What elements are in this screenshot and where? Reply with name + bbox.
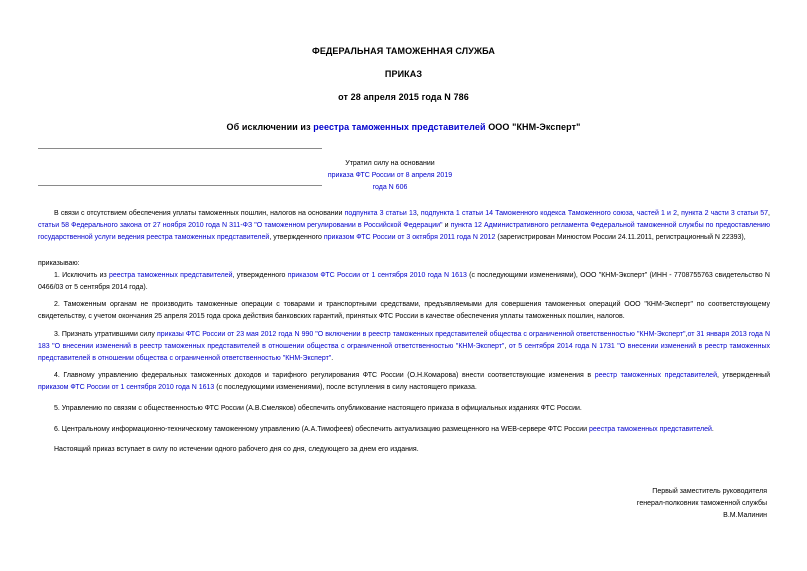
item-6 (38, 424, 770, 436)
registry-link[interactable]: реестр таможенных представителей (594, 372, 717, 379)
text: , (685, 331, 688, 338)
text: (с последующими изменениями), ООО "КНМ-Эксперт" (ИНН - 7708755763 свидетельство N 0466/03 от 5 сентября 2014 года). (38, 272, 770, 291)
item-4 (38, 370, 770, 394)
order-link[interactable]: приказом ФТС России от 1 сентября 2010 года N 1613 (38, 384, 215, 391)
divider-top (38, 148, 322, 149)
order-link[interactable]: от 31 января 2013 года N 183 "О внесении изменений в реестр таможенных представителей в отношении общества с ограниченной ответственностью "КНМ-Эксперт" (38, 331, 771, 350)
title-prefix: Об исключении из (226, 122, 314, 132)
law-link[interactable]: подпункта 3 статьи 13 (344, 210, 417, 217)
registry-title-link[interactable]: реестра таможенных представителей (313, 122, 486, 132)
law-link[interactable]: частей 1 и 2 (636, 210, 678, 217)
order-link[interactable]: приказы ФТС России от 23 мая 2012 года N 990 "О включении в реестр таможенных представителей общества с ограниченной ответственностью "КНМ-Эксперт" (156, 331, 686, 338)
order-link[interactable]: приказом ФТС России от 1 сентября 2010 года N 1613 (287, 272, 467, 279)
agency-name: ФЕДЕРАЛЬНАЯ ТАМОЖЕННАЯ СЛУЖБА (312, 46, 495, 56)
text: (зарегистрирован Минюстом России 24.11.2011, регистрационный N 22393), (495, 234, 746, 241)
repeal-order-link[interactable]: приказа ФТС России от 8 апреля 2019 года N 606 (327, 172, 453, 191)
document-type: ПРИКАЗ (384, 69, 423, 79)
text: и (442, 222, 451, 229)
text: (с последующими изменениями), после вступления в силу настоящего приказа. (214, 384, 477, 391)
signer-position: Первый заместитель руководителя (652, 488, 767, 495)
item-3 (38, 329, 770, 365)
law-link[interactable]: статьи 58 Федерального закона от 27 ноября 2010 года N 311-ФЗ "О таможенном регулировании в Российской Федерации" (38, 222, 443, 229)
text: , (416, 210, 421, 217)
status-line: Утратил силу на основании (345, 160, 435, 167)
text: В связи с отсутствием обеспечения уплаты таможенных пошлин, налогов на основании (54, 210, 345, 217)
law-link[interactable]: пункта 12 Административного регламента Федеральной таможенной службы по предоставлению государственной услуги ведения реестра таможенных представителей (38, 222, 770, 241)
title-suffix: ООО "КНМ-Эксперт" (485, 122, 581, 132)
text: 3. Признать утратившими силу (54, 331, 157, 338)
signer-name: В.М.Малинин (723, 512, 767, 519)
text: , утвержденного (232, 272, 288, 279)
signer-rank: генерал-полковник таможенной службы (636, 500, 767, 507)
preamble-paragraph (38, 208, 770, 244)
item-2: 2. Таможенным органам не производить таможенные операции с товарами и транспортными средствами, предъявляемыми для совершения таможенных операций ООО "КНМ-Эксперт" по соответствующему свидетельству, с учетом окончания 25 апреля 2015 года срока действия банковских гарантий, принятых ФТС России в качестве обеспечения уплаты таможенных пошлин, налогов. (38, 301, 770, 320)
item-1 (38, 270, 770, 294)
text: 4. Главному управлению федеральных таможенных доходов и тарифного регулирования ФТС России (О.Н.Комарова) внести соответствующие изменения в (54, 372, 595, 379)
item-5: 5. Управлению по связям с общественностью ФТС России (А.В.Смеляков) обеспечить опубликование настоящего приказа в официальных изданиях ФТС России. (54, 405, 582, 412)
divider-bottom (38, 185, 322, 186)
text: , утвержденного (269, 234, 324, 241)
law-link[interactable]: подпункта 1 статьи 14 Таможенного кодекса Таможенного союза (420, 210, 633, 217)
text: , (768, 210, 770, 217)
text: , (677, 210, 682, 217)
law-link[interactable]: пункта 2 части 3 статьи 57 (681, 210, 769, 217)
registry-link[interactable]: реестра таможенных представителей (589, 426, 712, 433)
text: , утвержденный (716, 372, 770, 379)
signature-block (567, 486, 767, 522)
text: 1. Исключить из (54, 272, 109, 279)
text: 6. Центральному информационно-техническому таможенному управлению (А.А.Тимофеев) обеспечить актуализацию размещенного на WEB-сервере ФТС России (54, 426, 590, 433)
order-link[interactable]: от 5 сентября 2014 года N 1731 "О внесении изменений в реестр таможенных представителей в отношении общества с ограниченной ответственностью "КНМ-Эксперт" (38, 343, 770, 362)
closing-paragraph: Настоящий приказ вступает в силу по истечении одного рабочего дня со дня, следующего за днем его издания. (54, 446, 419, 453)
document-title (0, 122, 807, 132)
text: . (331, 355, 334, 362)
registry-link[interactable]: реестра таможенных представителей (109, 272, 233, 279)
law-link[interactable]: приказом ФТС России от 3 октября 2011 года N 2012 (323, 234, 496, 241)
text: , (504, 343, 509, 350)
order-word: приказываю: (38, 260, 80, 267)
document-date-number: от 28 апреля 2015 года N 786 (338, 92, 469, 102)
text: , (632, 210, 637, 217)
text: . (711, 426, 714, 433)
status-note (320, 158, 460, 194)
